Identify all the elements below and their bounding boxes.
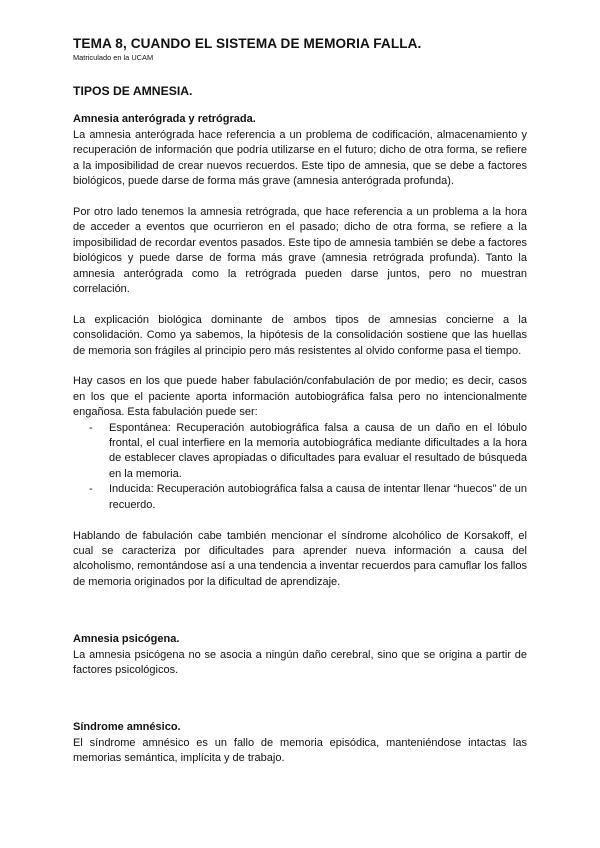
subsection-heading: Amnesia psicógena.: [73, 632, 180, 645]
fabulation-list: [73, 421, 527, 513]
paragraph: Hay casos en los que puede haber fabulación/confabulación de por medio; es decir, casos en los que el paciente aporta información autobiográfica falsa pero no intencionalmente engañosa. Esta fabulación puede ser:: [73, 375, 527, 419]
document-title: TEMA 8, CUANDO EL SISTEMA DE MEMORIA FALLA.: [73, 36, 422, 51]
list-item: [73, 482, 527, 513]
paragraph: La explicación biológica dominante de ambos tipos de amnesias concierne a la consolidación. Como ya sabemos, la hipótesis de la consolidación sostiene que las huellas de memoria son frágiles al principio pero más resistentes al olvido conforme pasa el tiempo.: [73, 313, 527, 357]
paragraph: La amnesia anterógrada hace referencia a un problema de codificación, almacenamiento y recuperación de información que podría utilizarse en el futuro; dicho de otra forma, se refiere a la imposibilidad de crear nuevos recuerdos. Este tipo de amnesia, que se debe a factores biológicos, puede darse de forma más grave (amnesia anterógrada profunda).: [73, 129, 527, 188]
document-page: [73, 36, 527, 782]
subsection-heading: Amnesia anterógrada y retrógrada.: [73, 113, 256, 125]
subsection-heading: Síndrome amnésico.: [73, 720, 181, 733]
paragraph: La amnesia psicógena no se asocia a ningún daño cerebral, sino que se origina a partir de factores psicológicos.: [73, 648, 527, 676]
section-title: TIPOS DE AMNESIA.: [73, 84, 193, 98]
list-marker: -: [89, 421, 93, 434]
paragraph: Por otro lado tenemos la amnesia retrógrada, que hace referencia a un problema a la hora de acceder a eventos que ocurrieron en el pasado; dicho de otra forma, se refiere a la imposibilidad de recordar eventos pasados. Este tipo de amnesia también se debe a factores biológicos y puede darse de forma más grave (amnesia retrógrada profunda). Tanto la amnesia anterógrada como la retrógrada pueden darse juntos, pero no muestran correlación.: [73, 206, 527, 296]
document-subtitle: Matriculado en la UCAM: [73, 53, 154, 62]
paragraph: El síndrome amnésico es un fallo de memoria episódica, manteniéndose intactas las memorias semántica, implícita y de trabajo.: [73, 736, 527, 765]
list-marker: -: [89, 483, 93, 496]
list-item: [73, 421, 527, 483]
list-item-text: Inducida: Recuperación autobiográfica falsa a causa de intentar llenar “huecos” de un recuerdo.: [109, 483, 527, 511]
paragraph: Hablando de fabulación cabe también mencionar el síndrome alcohólico de Korsakoff, el cual se caracteriza por dificultades para aprender nueva información a causa del alcoholismo, remontándose así a una tendencia a inventar recuerdos para camuflar los fallos de memoria originados por la dificultad de aprendizaje.: [73, 529, 527, 588]
list-item-text: Espontánea: Recuperación autobiográfica falsa a causa de un daño en el lóbulo frontal, el cual interfiere en la memoria autobiográfica mediante dificultades a la hora de establecer claves apropiadas o dificultades para evaluar el resultado de búsqueda en la memoria.: [109, 421, 527, 480]
